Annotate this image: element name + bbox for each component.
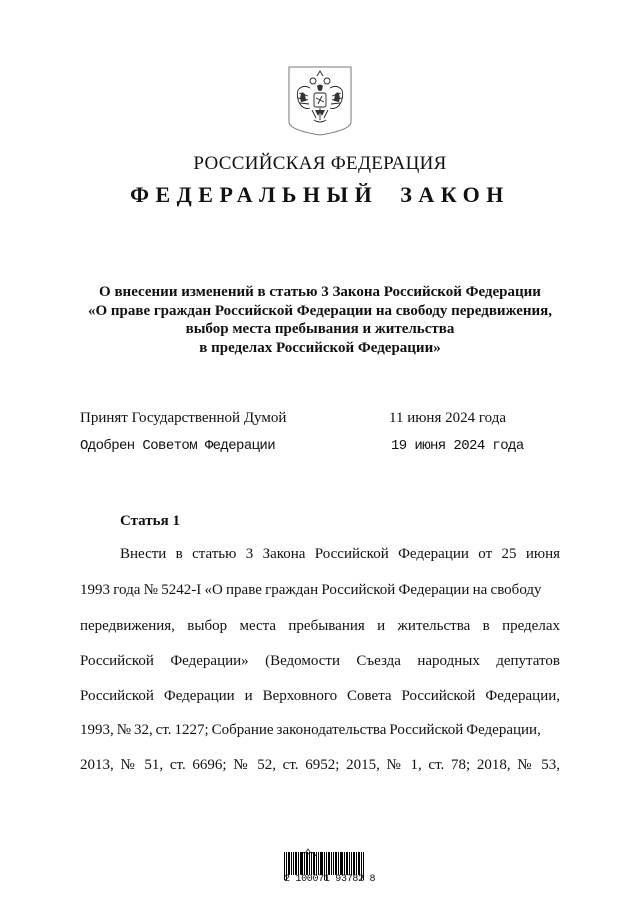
coat-of-arms-icon — [288, 66, 352, 136]
country-name: РОССИЙСКАЯ ФЕДЕРАЦИЯ — [193, 153, 447, 174]
duma-adoption-label: Принят Государственной Думой — [80, 410, 287, 426]
law-title — [0, 283, 640, 357]
document-type — [0, 182, 640, 208]
law-title-line: выбор места пребывания и жительства — [185, 321, 455, 337]
article-text-line: 2013, № 51, ст. 6696; № 52, ст. 6952; 2015, № 1, ст. 78; 2018, № 53, — [80, 757, 560, 773]
barcode-number: 2 100071 93782 8 — [284, 874, 376, 885]
duma-adoption-date: 11 июня 2024 года — [389, 410, 506, 426]
law-title-line: в пределах Российской Федерации» — [199, 339, 441, 356]
document-type-word-2: ЗАКОН — [400, 182, 510, 207]
article-text-line: Российской Федерации» (Ведомости Съезда народных депутатов — [80, 653, 560, 669]
article-text-line: 1993, № 32, ст. 1227; Собрание законодательства Российской Федерации, — [80, 722, 541, 738]
law-title-line: О внесении изменений в статью 3 Закона Российской Федерации — [99, 284, 541, 300]
article-heading: Статья 1 — [120, 513, 180, 529]
article-text-line: 1993 года № 5242-I «О праве граждан Российской Федерации на свободу — [80, 582, 542, 598]
article-text-line: передвижения, выбор места пребывания и жительства в пределах — [80, 618, 560, 634]
article-text-line: Внести в статью 3 Закона Российской Федерации от 25 июня — [120, 546, 560, 562]
document-type-word-1: ФЕДЕРАЛЬНЫЙ — [130, 182, 379, 207]
law-title-line: «О праве граждан Российской Федерации на свободу передвижения, — [87, 302, 553, 319]
council-approval-label: Одобрен Советом Федерации — [80, 438, 276, 454]
article-text-line: Российской Федерации и Верховного Совета Российской Федерации, — [80, 688, 560, 704]
council-approval-date: 19 июня 2024 года — [391, 438, 524, 454]
